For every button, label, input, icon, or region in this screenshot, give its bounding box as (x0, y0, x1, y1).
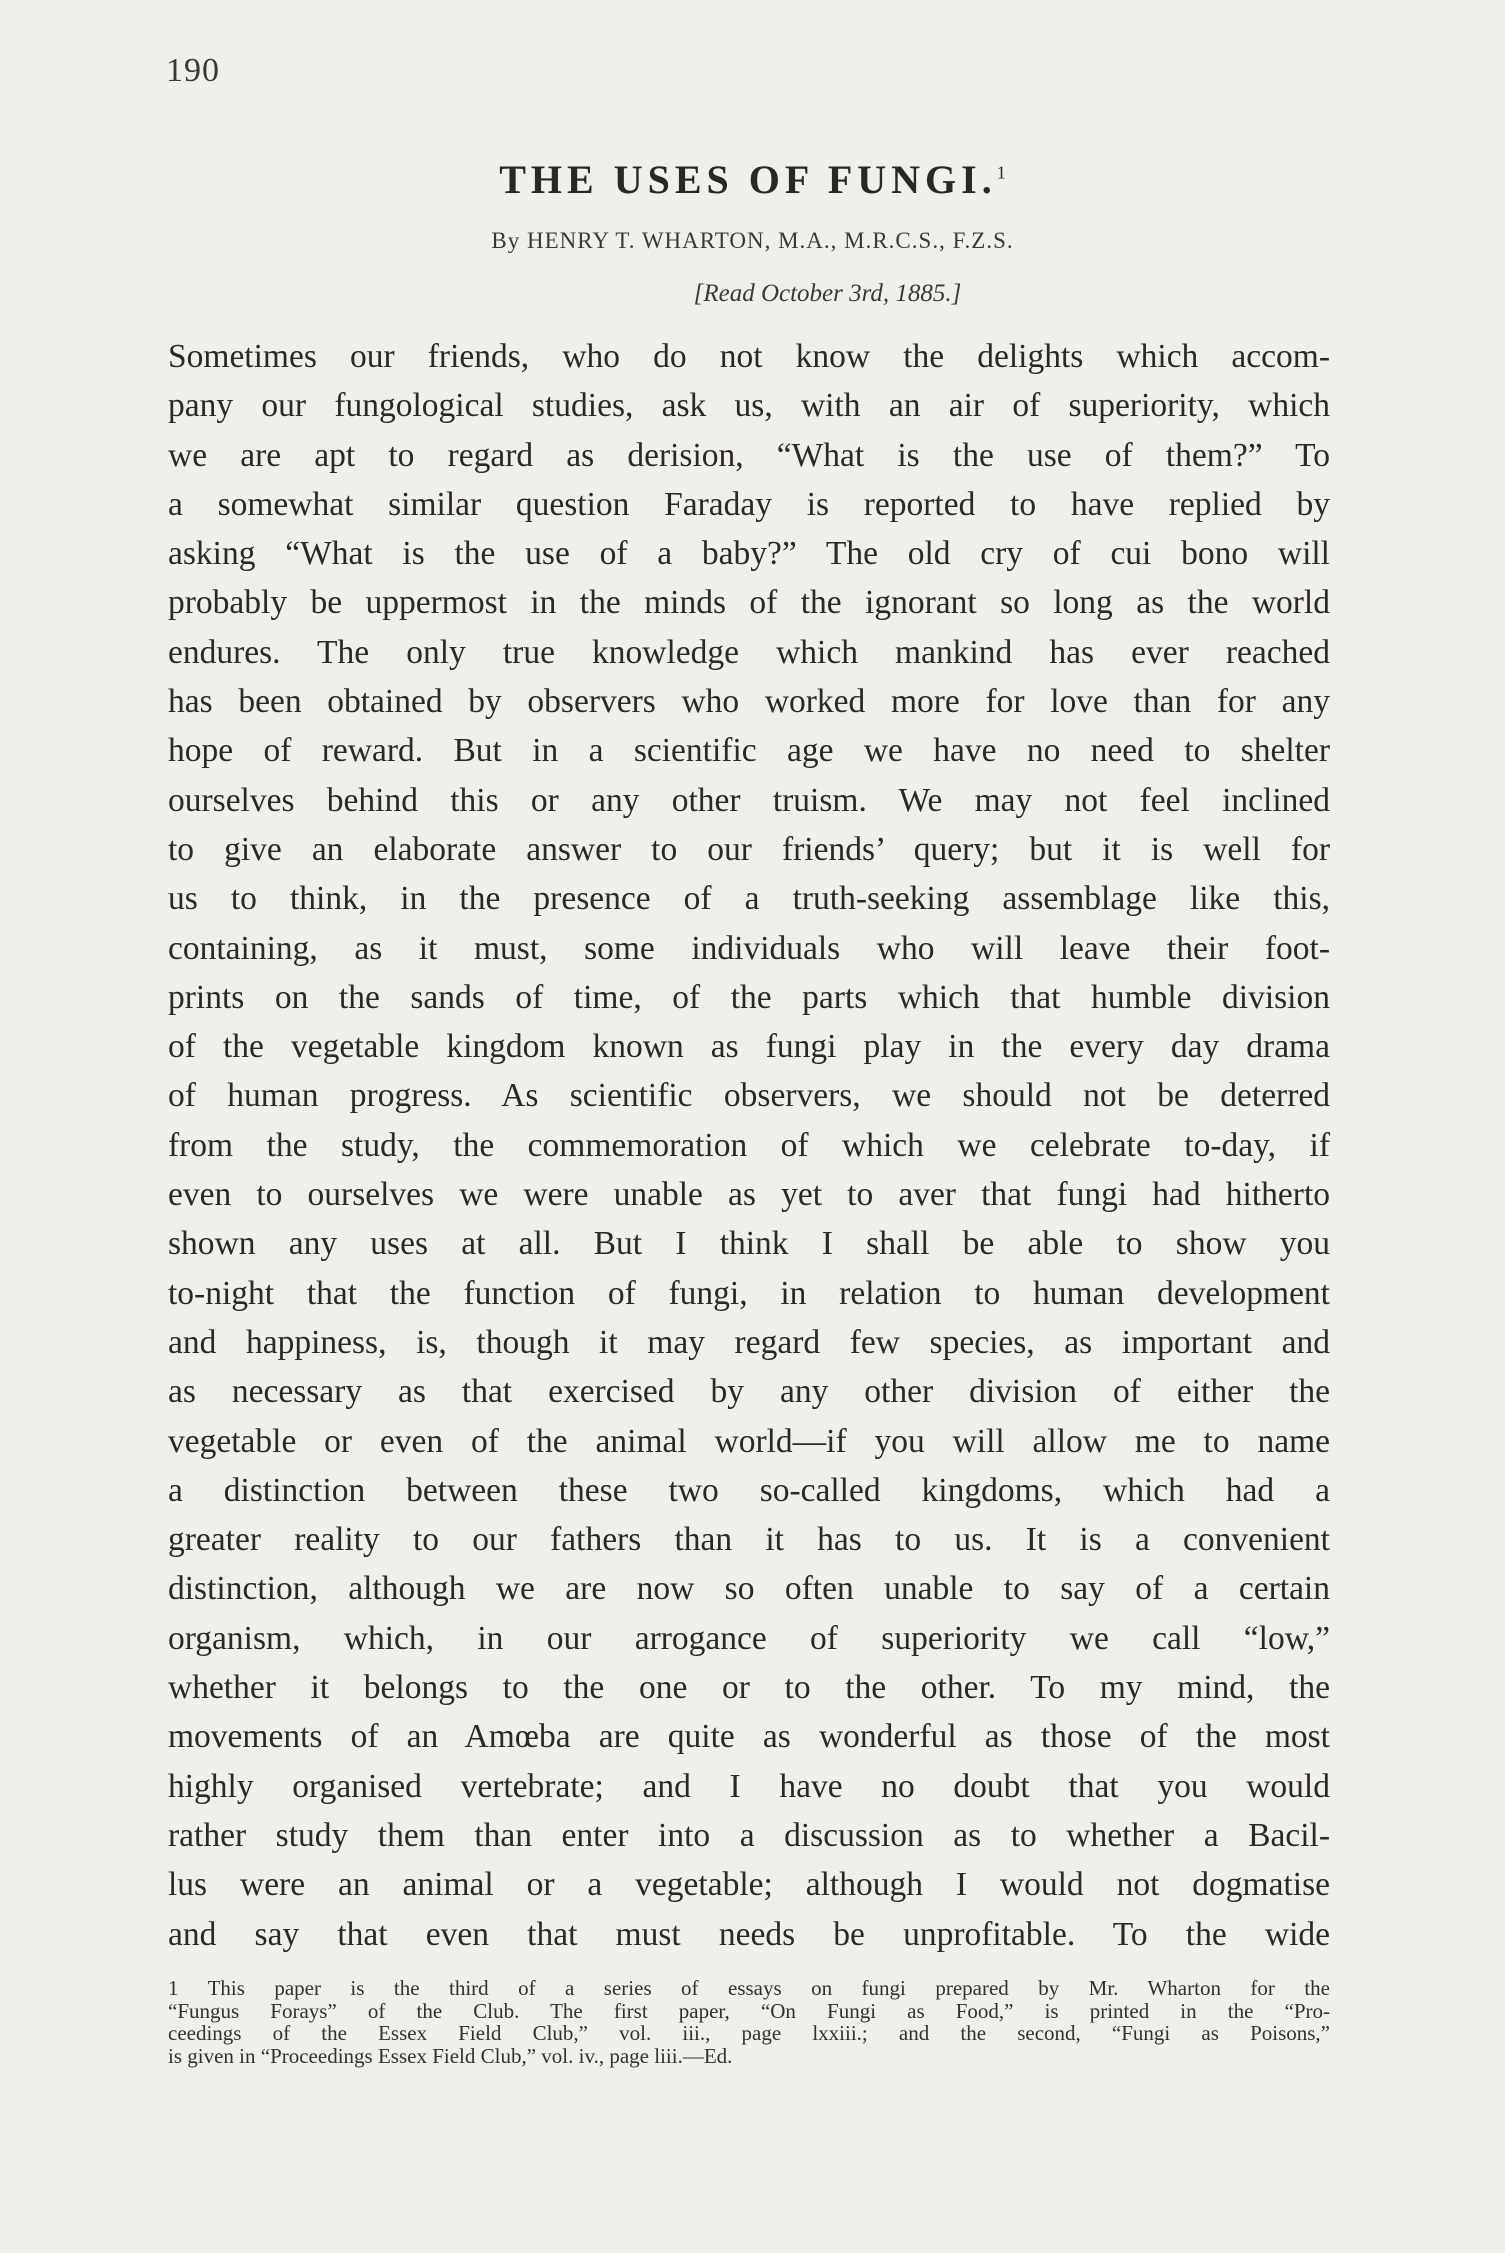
body-line: to give an elaborate answer to our friends’ query; but it is well for (168, 830, 1330, 868)
body-line: from the study, the commemoration of which we celebrate to-day, if (168, 1126, 1330, 1164)
body-line: pany our fungological studies, ask us, with an air of superiority, which (168, 387, 1330, 425)
body-line: and happiness, is, though it may regard few species, as important and (168, 1323, 1330, 1361)
footnotes (168, 1977, 1330, 2067)
byline: By HENRY T. WHARTON, M.A., M.R.C.S., F.Z.S. (491, 228, 1014, 253)
footnote-line: 1 This paper is the third of a series of essays on fungi prepared by Mr. Wharton for the (168, 1976, 1330, 2000)
body-line: even to ourselves we were unable as yet to aver that fungi had hitherto (168, 1176, 1330, 1214)
body-line: highly organised vertebrate; and I have no doubt that you would (168, 1767, 1330, 1805)
body-line: organism, which, in our arrogance of superiority we call “low,” (168, 1619, 1330, 1657)
footnote-line: is given in “Proceedings Essex Field Club,” vol. iv., page liii.—Ed. (168, 2043, 733, 2068)
body-line: asking “What is the use of a baby?” The old cry of cui bono will (168, 535, 1330, 573)
body-line: rather study them than enter into a discussion as to whether a Bacil- (168, 1816, 1330, 1854)
body-line: us to think, in the presence of a truth-seeking assemblage like this, (168, 880, 1330, 918)
body-line: has been obtained by observers who worked more for love than for any (168, 683, 1330, 721)
footnote-line: “Fungus Forays” of the Club. The first paper, “On Fungi as Food,” is printed in the “Pro- (168, 1998, 1330, 2023)
footnote-line: ceedings of the Essex Field Club,” vol. iii., page lxxiii.; and the second, “Fungi as Poisons,” (168, 2021, 1330, 2045)
title-footnote-mark: 1 (996, 162, 1006, 183)
body-line: as necessary as that exercised by any other division of either the (168, 1373, 1330, 1411)
read-date-text: [Read October 3rd, 1885.] (693, 280, 962, 307)
body-line: prints on the sands of time, of the parts which that humble division (168, 978, 1330, 1016)
body-line: lus were an animal or a vegetable; although I would not dogmatise (168, 1866, 1330, 1904)
read-date (0, 280, 1505, 308)
body-line: ourselves behind this or any other truism. We may not feel inclined (168, 781, 1330, 819)
body-line: hope of reward. But in a scientific age we have no need to shelter (168, 732, 1330, 770)
page-number: 190 (166, 52, 220, 89)
body-line: endures. The only true knowledge which mankind has ever reached (168, 633, 1330, 671)
body-line: movements of an Amœba are quite as wonderful as those of the most (168, 1718, 1330, 1756)
article-body (168, 332, 1330, 1959)
body-line: containing, as it must, some individuals who will leave their foot- (168, 929, 1330, 967)
title-text: THE USES OF FUNGI. (499, 157, 997, 202)
body-line: whether it belongs to the one or to the other. To my mind, the (168, 1669, 1330, 1707)
body-line: of the vegetable kingdom known as fungi play in the every day drama (168, 1028, 1330, 1066)
body-line: Sometimes our friends, who do not know the delights which accom- (168, 338, 1330, 375)
body-line: shown any uses at all. But I think I shall be able to show you (168, 1225, 1330, 1263)
body-line: greater reality to our fathers than it has to us. It is a convenient (168, 1521, 1330, 1559)
body-line: probably be uppermost in the minds of the ignorant so long as the world (168, 584, 1330, 622)
body-line: a distinction between these two so-called kingdoms, which had a (168, 1471, 1330, 1509)
body-line: and say that even that must needs be unprofitable. To the wide (168, 1915, 1330, 1953)
body-line: we are apt to regard as derision, “What is the use of them?” To (168, 436, 1330, 474)
body-line: to-night that the function of fungi, in relation to human development (168, 1274, 1330, 1312)
body-line: a somewhat similar question Faraday is reported to have replied by (168, 485, 1330, 523)
article-title (0, 156, 1505, 203)
body-line: vegetable or even of the animal world—if you will allow me to name (168, 1422, 1330, 1460)
body-line: of human progress. As scientific observers, we should not be deterred (168, 1077, 1330, 1115)
body-line: distinction, although we are now so often unable to say of a certain (168, 1570, 1330, 1608)
